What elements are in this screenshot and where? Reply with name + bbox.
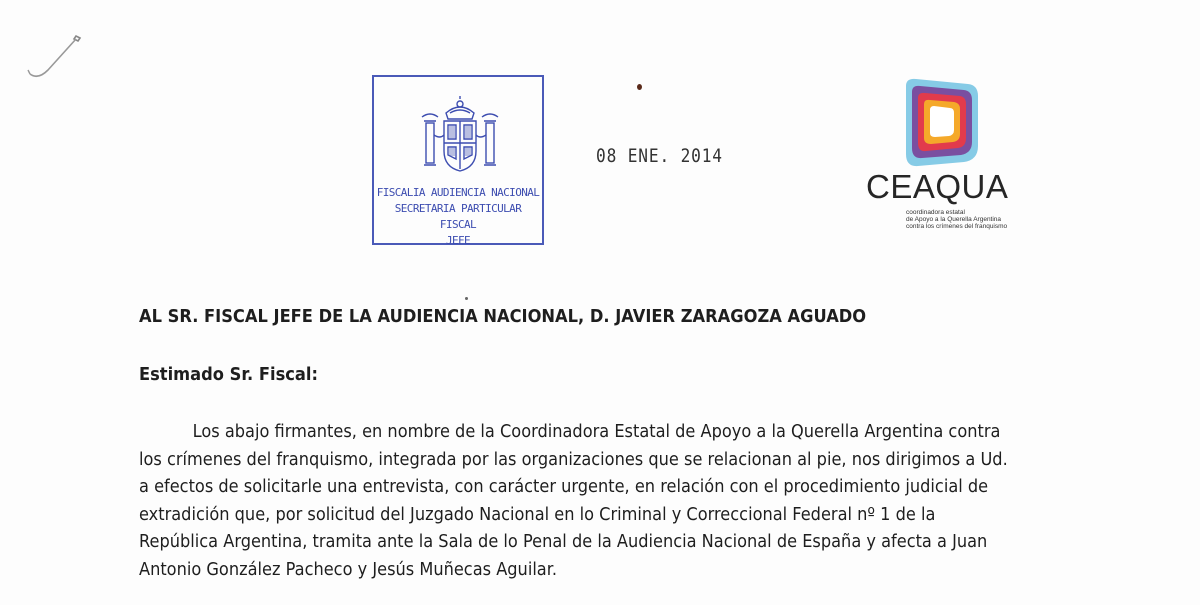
paragraph-line-5: República Argentina, tramita ante la Sala de lo Penal de la Audiencia Nacional de España y afecta a Juan: [139, 532, 988, 552]
stamp-line-1: FISCALIA AUDIENCIA NACIONAL: [376, 186, 540, 199]
date-stamp: 08 ENE. 2014: [596, 145, 723, 167]
letter-addressee: AL SR. FISCAL JEFE DE LA AUDIENCIA NACIONAL, D. JAVIER ZARAGOZA AGUADO: [139, 307, 867, 327]
ceaqua-logo-icon: [902, 76, 982, 168]
paragraph-line-2: los crímenes del franquismo, integrada por las organizaciones que se relacionan al pie, nos dirigimos a Ud.: [139, 449, 1008, 470]
ceaqua-logo: [862, 76, 1012, 236]
logo-subtitle-line-2: de Apoyo a la Querella Argentina: [906, 216, 1002, 223]
logo-subtitle-line-1: coordinadora estatal: [906, 209, 965, 216]
stamp-line-2: SECRETARIA PARTICULAR FISCAL: [394, 202, 522, 231]
official-stamp: [372, 75, 544, 245]
logo-subtitle: [906, 209, 1007, 230]
stamp-line-3: JEFE: [445, 234, 471, 247]
logo-subtitle-line-3: contra los crímenes del franquismo: [906, 223, 1008, 230]
letter-paragraph: [139, 419, 1179, 584]
stamp-text: [374, 185, 542, 249]
paragraph-line-6: Antonio González Pacheco y Jesús Muñecas Aguilar.: [139, 559, 558, 580]
paper-speck: [465, 297, 468, 300]
paragraph-line-1: Los abajo firmantes, en nombre de la Coordinadora Estatal de Apoyo a la Querella Argentina contra: [192, 422, 1001, 442]
coat-of-arms-icon: [420, 95, 500, 177]
staple-icon: [18, 30, 88, 90]
letter-salutation: Estimado Sr. Fiscal:: [139, 365, 318, 385]
paragraph-line-4: extradición que, por solicitud del Juzgado Nacional en lo Criminal y Correccional Federal nº 1 de la: [139, 504, 936, 525]
logo-name: CEAQUA: [866, 168, 1009, 205]
paragraph-line-3: a efectos de solicitarle una entrevista, con carácter urgente, en relación con el procedimiento judicial de: [139, 477, 989, 497]
ink-mark: [637, 84, 642, 90]
